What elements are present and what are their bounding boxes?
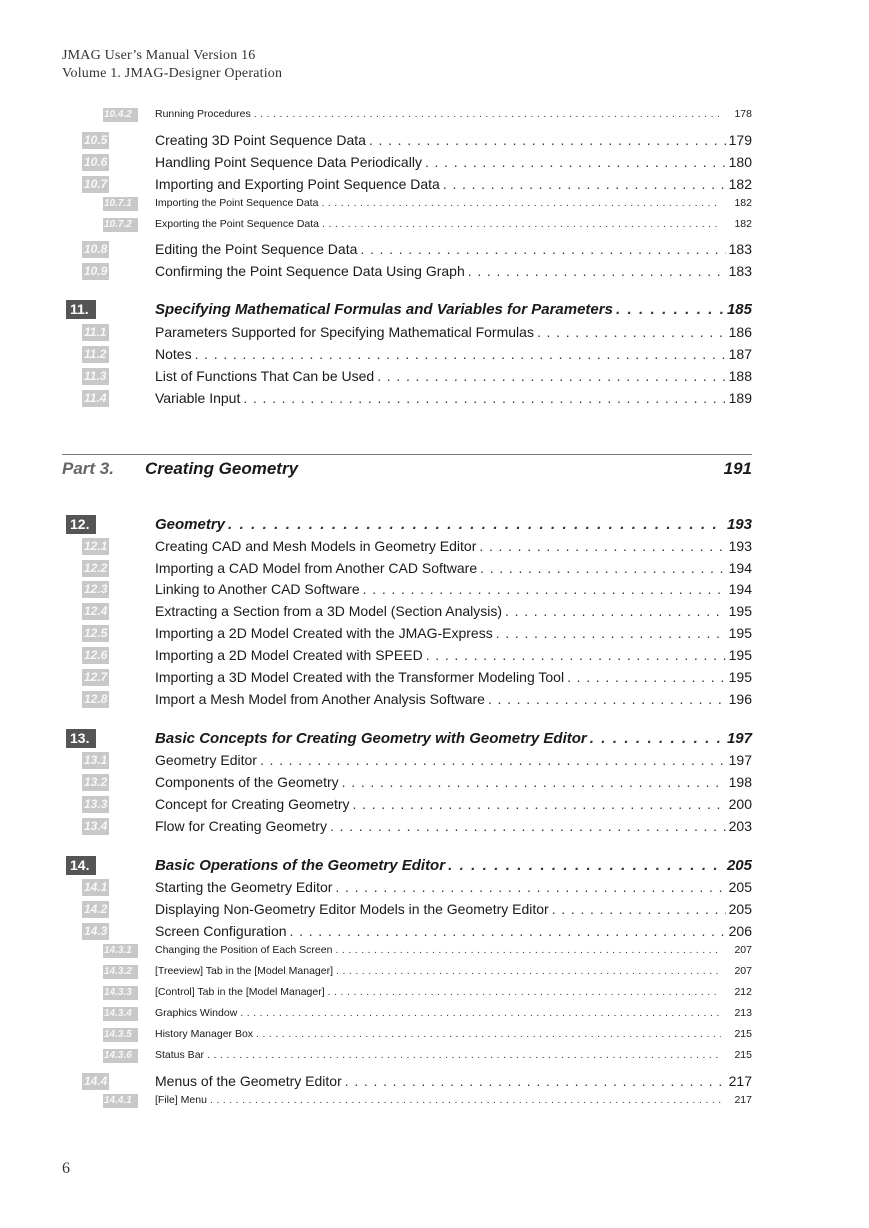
toc-entry-text[interactable] — [155, 944, 752, 956]
toc-leader-dots — [260, 752, 726, 768]
toc-entry-page: 188 — [728, 368, 752, 384]
toc-entry-page: 207 — [734, 944, 752, 956]
toc-entry-title: Extracting a Section from a 3D Model (Section Analysis) — [155, 603, 503, 619]
toc-entry-page: 180 — [728, 154, 752, 170]
toc-number-badge: 11.1 — [82, 324, 109, 341]
toc-entry-text[interactable] — [155, 965, 752, 977]
toc-entry-title: [Treeview] Tab in the [Model Manager] — [155, 965, 334, 977]
toc-number-badge: 12.1 — [84, 539, 108, 553]
toc-entry-page: 195 — [728, 625, 752, 641]
toc-entry-page: 183 — [728, 241, 752, 257]
toc-entry-page: 195 — [728, 647, 752, 663]
toc-leader-dots — [335, 944, 721, 956]
toc-leader-dots — [537, 324, 726, 340]
toc-entry-text[interactable] — [155, 730, 752, 747]
header-volume: Volume 1. JMAG-Designer Operation — [62, 66, 283, 81]
toc-entry-text[interactable] — [155, 581, 752, 597]
toc-entry-title: History Manager Box — [155, 1028, 254, 1040]
toc-number-badge: 12.3 — [84, 582, 108, 596]
toc-entry-title: Running Procedures — [155, 108, 251, 120]
toc-entry-page: 198 — [728, 774, 752, 790]
toc-entry-title: [Control] Tab in the [Model Manager] — [155, 986, 325, 998]
toc-number-badge: 12.6 — [84, 648, 108, 662]
toc-number-badge: 14.4 — [84, 1074, 108, 1088]
toc-leader-dots — [322, 218, 721, 230]
toc-leader-dots — [330, 818, 726, 834]
toc-number-badge: 12.4 — [84, 604, 108, 618]
toc-number-badge: 13.4 — [84, 819, 108, 833]
footer-page-number: 6 — [62, 1160, 70, 1177]
toc-entry-page: 213 — [734, 1007, 752, 1019]
toc-entry-text[interactable] — [155, 218, 752, 230]
toc-leader-dots — [290, 923, 726, 939]
toc-entry-page: 179 — [728, 132, 752, 148]
toc-entry-title: Basic Concepts for Creating Geometry with Geometry Editor — [155, 730, 587, 747]
toc-entry-page: 205 — [728, 901, 752, 917]
part-label: Part 3. — [62, 459, 114, 478]
toc-leader-dots — [328, 986, 721, 998]
toc-leader-dots — [240, 1007, 721, 1019]
toc-number-badge: 11.2 — [82, 346, 109, 363]
toc-leader-dots — [321, 197, 721, 209]
toc-entry-page: 215 — [734, 1049, 752, 1061]
toc-entry-text[interactable] — [155, 752, 752, 768]
toc-number-badge: 11.3 — [82, 368, 109, 385]
toc-entry-page: 182 — [728, 176, 752, 192]
toc-entry-page: 189 — [728, 390, 752, 406]
toc-entry-text[interactable] — [155, 538, 752, 554]
toc-entry-page: 205 — [726, 857, 752, 874]
toc-number-badge: 13.3 — [84, 797, 108, 811]
toc-entry-text[interactable] — [155, 346, 752, 362]
toc-leader-dots — [256, 1028, 721, 1040]
toc-entry-title: List of Functions That Can be Used — [155, 368, 375, 384]
toc-entry-page: 195 — [728, 603, 752, 619]
toc-entry-text[interactable] — [155, 108, 752, 120]
toc-entry-title: Importing the Point Sequence Data — [155, 197, 319, 209]
toc-entry-text[interactable] — [155, 796, 752, 812]
toc-leader-dots — [353, 796, 726, 812]
toc-entry-page: 194 — [728, 581, 752, 597]
toc-entry-page: 205 — [728, 879, 752, 895]
toc-entry-title: Importing a CAD Model from Another CAD Software — [155, 560, 478, 576]
toc-entry-text[interactable] — [155, 241, 752, 257]
toc-leader-dots — [336, 965, 721, 977]
toc-number-badge: 10.6 — [84, 155, 108, 169]
toc-entry-page: 185 — [726, 301, 752, 318]
toc-entry-title: Creating 3D Point Sequence Data — [155, 132, 366, 148]
toc-entry-page: 195 — [728, 669, 752, 685]
toc-leader-dots — [448, 857, 724, 874]
toc-number-badge: 12. — [66, 515, 96, 534]
toc-leader-dots — [377, 368, 725, 384]
toc-entry-title: Screen Configuration — [155, 923, 287, 939]
header-title: JMAG User’s Manual Version 16 — [62, 48, 256, 63]
toc-entry-text[interactable] — [155, 1049, 752, 1061]
toc-entry-page: 197 — [726, 730, 752, 747]
toc-entry-title: Specifying Mathematical Formulas and Variables for Parameters — [155, 301, 613, 318]
toc-entry-title: Exporting the Point Sequence Data — [155, 218, 320, 230]
toc-entry-page: 207 — [734, 965, 752, 977]
toc-number-badge: 14. — [66, 856, 96, 875]
toc-entry-page: 203 — [728, 818, 752, 834]
toc-number-badge: 12.2 — [84, 561, 108, 575]
toc-leader-dots — [488, 691, 726, 707]
toc-leader-dots — [590, 730, 724, 747]
toc-entry-title: Linking to Another CAD Software — [155, 581, 360, 597]
toc-leader-dots — [342, 774, 726, 790]
toc-entry-page: 193 — [728, 538, 752, 554]
toc-entry-page: 182 — [734, 197, 752, 209]
toc-number-badge: 12.7 — [84, 670, 108, 684]
toc-entry-text[interactable] — [155, 986, 752, 998]
toc-entry-text[interactable] — [155, 154, 752, 170]
toc-entry-text[interactable] — [155, 390, 752, 406]
toc-number-badge: 14.3.3 — [103, 986, 138, 1000]
toc-entry-page: 194 — [728, 560, 752, 576]
toc-entry-title: Basic Operations of the Geometry Editor — [155, 857, 446, 874]
toc-leader-dots — [210, 1094, 721, 1106]
toc-number-badge: 10.4.2 — [103, 108, 138, 122]
part-page-number: 191 — [723, 459, 752, 478]
toc-entry-title: Changing the Position of Each Screen — [155, 944, 333, 956]
toc-entry-page: 197 — [728, 752, 752, 768]
toc-number-badge: 14.3.2 — [103, 965, 138, 979]
toc-entry-page: 193 — [726, 516, 752, 533]
toc-leader-dots — [505, 603, 726, 619]
toc-leader-dots — [363, 581, 726, 597]
toc-entry-page: 200 — [728, 796, 752, 812]
toc-number-badge: 10.5 — [84, 133, 108, 147]
toc-entry-text[interactable] — [155, 647, 752, 663]
toc-entry-title: Notes — [155, 346, 192, 362]
toc-entry-text[interactable] — [155, 818, 752, 834]
toc-number-badge: 14.3 — [84, 924, 108, 938]
toc-entry-title: Geometry Editor — [155, 752, 257, 768]
toc-entry-text[interactable] — [155, 1094, 752, 1106]
toc-entry-title: Starting the Geometry Editor — [155, 879, 333, 895]
toc-entry-text[interactable] — [155, 263, 752, 279]
toc-entry-title: Displaying Non-Geometry Editor Models in the Geometry Editor — [155, 901, 549, 917]
toc-entry-text[interactable] — [155, 1028, 752, 1040]
toc-entry-text[interactable] — [155, 1073, 752, 1089]
toc-number-badge: 10.8 — [84, 242, 108, 256]
toc-number-badge: 14.3.4 — [103, 1007, 138, 1021]
toc-leader-dots — [228, 516, 724, 533]
toc-leader-dots — [425, 154, 726, 170]
toc-leader-dots — [468, 263, 726, 279]
toc-entry-text[interactable] — [155, 603, 752, 619]
toc-entry-text[interactable] — [155, 324, 752, 340]
toc-leader-dots — [479, 538, 725, 554]
toc-entry-page: 215 — [734, 1028, 752, 1040]
toc-entry-title: Variable Input — [155, 390, 241, 406]
toc-entry-title: Importing a 2D Model Created with SPEED — [155, 647, 423, 663]
toc-entry-text[interactable] — [155, 857, 752, 874]
part-title[interactable]: Creating Geometry — [145, 459, 299, 478]
toc-leader-dots — [254, 108, 721, 120]
toc-entry-text[interactable] — [155, 669, 752, 685]
toc-number-badge: 14.3.5 — [103, 1028, 138, 1042]
toc-leader-dots — [195, 346, 726, 362]
toc-entry-title: Concept for Creating Geometry — [155, 796, 350, 812]
toc-number-badge: 14.1 — [84, 880, 108, 894]
toc-number-badge: 14.2 — [84, 902, 108, 916]
toc-number-badge: 10.7 — [84, 177, 108, 191]
toc-entry-title: Status Bar — [155, 1049, 205, 1061]
toc-number-badge: 10.7.2 — [103, 218, 138, 232]
toc-entry-page: 217 — [734, 1094, 752, 1106]
toc-entry-page: 186 — [728, 324, 752, 340]
toc-entry-title: Editing the Point Sequence Data — [155, 241, 358, 257]
toc-entry-title: Handling Point Sequence Data Periodically — [155, 154, 422, 170]
toc-entry-title: Importing a 2D Model Created with the JMAG-Express — [155, 625, 493, 641]
toc-leader-dots — [360, 241, 725, 257]
toc-number-badge: 13.2 — [84, 775, 108, 789]
toc-number-badge: 14.4.1 — [103, 1094, 138, 1108]
toc-entry-text[interactable] — [155, 516, 752, 533]
toc-leader-dots — [480, 560, 726, 576]
toc-entry-text[interactable] — [155, 691, 752, 707]
toc-leader-dots — [369, 132, 726, 148]
toc-entry-title: Menus of the Geometry Editor — [155, 1073, 342, 1089]
toc-entry-text[interactable] — [155, 901, 752, 917]
toc-entry-text[interactable] — [155, 774, 752, 790]
toc-leader-dots — [443, 176, 726, 192]
toc-entry-page: 183 — [728, 263, 752, 279]
toc-entry-text[interactable] — [155, 1007, 752, 1019]
toc-number-badge: 11.4 — [82, 390, 109, 407]
toc-entry-title: Components of the Geometry — [155, 774, 339, 790]
toc-number-badge: 14.3.1 — [103, 944, 138, 958]
toc-entry-text[interactable] — [155, 560, 752, 576]
toc-leader-dots — [345, 1073, 726, 1089]
toc-entry-text[interactable] — [155, 197, 752, 209]
toc-leader-dots — [616, 301, 724, 318]
toc-entry-title: Geometry — [155, 516, 226, 533]
toc-entry-title: Confirming the Point Sequence Data Using Graph — [155, 263, 465, 279]
toc-leader-dots — [552, 901, 726, 917]
toc-number-badge: 11. — [66, 300, 96, 319]
toc-entry-title: Graphics Window — [155, 1007, 238, 1019]
toc-entry-page: 182 — [734, 218, 752, 230]
toc-entry-page: 212 — [734, 986, 752, 998]
toc-entry-page: 217 — [728, 1073, 752, 1089]
toc-entry-text[interactable] — [155, 625, 752, 641]
toc-entry-title: Importing a 3D Model Created with the Transformer Modeling Tool — [155, 669, 565, 685]
toc-entry-page: 206 — [728, 923, 752, 939]
toc-entry-text[interactable] — [155, 176, 752, 192]
toc-number-badge: 12.8 — [84, 692, 108, 706]
toc-entry-title: [File] Menu — [155, 1094, 207, 1106]
toc-entry-page: 178 — [734, 108, 752, 120]
toc-leader-dots — [567, 669, 726, 685]
toc-leader-dots — [207, 1049, 721, 1061]
toc-number-badge: 10.7.1 — [103, 197, 138, 211]
toc-entry-text[interactable] — [155, 132, 752, 148]
toc-entry-text[interactable] — [155, 301, 752, 318]
toc-leader-dots — [335, 879, 725, 895]
toc-leader-dots — [496, 625, 726, 641]
toc-number-badge: 10.9 — [84, 264, 108, 278]
toc-entry-title: Creating CAD and Mesh Models in Geometry Editor — [155, 538, 477, 554]
toc-entry-page: 196 — [728, 691, 752, 707]
toc-leader-dots — [426, 647, 726, 663]
toc-entry-text[interactable] — [155, 879, 752, 895]
toc-entry-title: Import a Mesh Model from Another Analysis Software — [155, 691, 485, 707]
toc-leader-dots — [243, 390, 725, 406]
part-divider-rule — [62, 454, 752, 455]
toc-number-badge: 14.3.6 — [103, 1049, 138, 1063]
toc-entry-page: 187 — [728, 346, 752, 362]
toc-entry-text[interactable] — [155, 368, 752, 384]
toc-number-badge: 13. — [66, 729, 96, 748]
toc-number-badge: 12.5 — [84, 626, 108, 640]
toc-entry-title: Importing and Exporting Point Sequence Data — [155, 176, 440, 192]
toc-entry-title: Parameters Supported for Specifying Mathematical Formulas — [155, 324, 534, 340]
toc-number-badge: 13.1 — [84, 753, 108, 767]
toc-entry-title: Flow for Creating Geometry — [155, 818, 327, 834]
toc-entry-text[interactable] — [155, 923, 752, 939]
